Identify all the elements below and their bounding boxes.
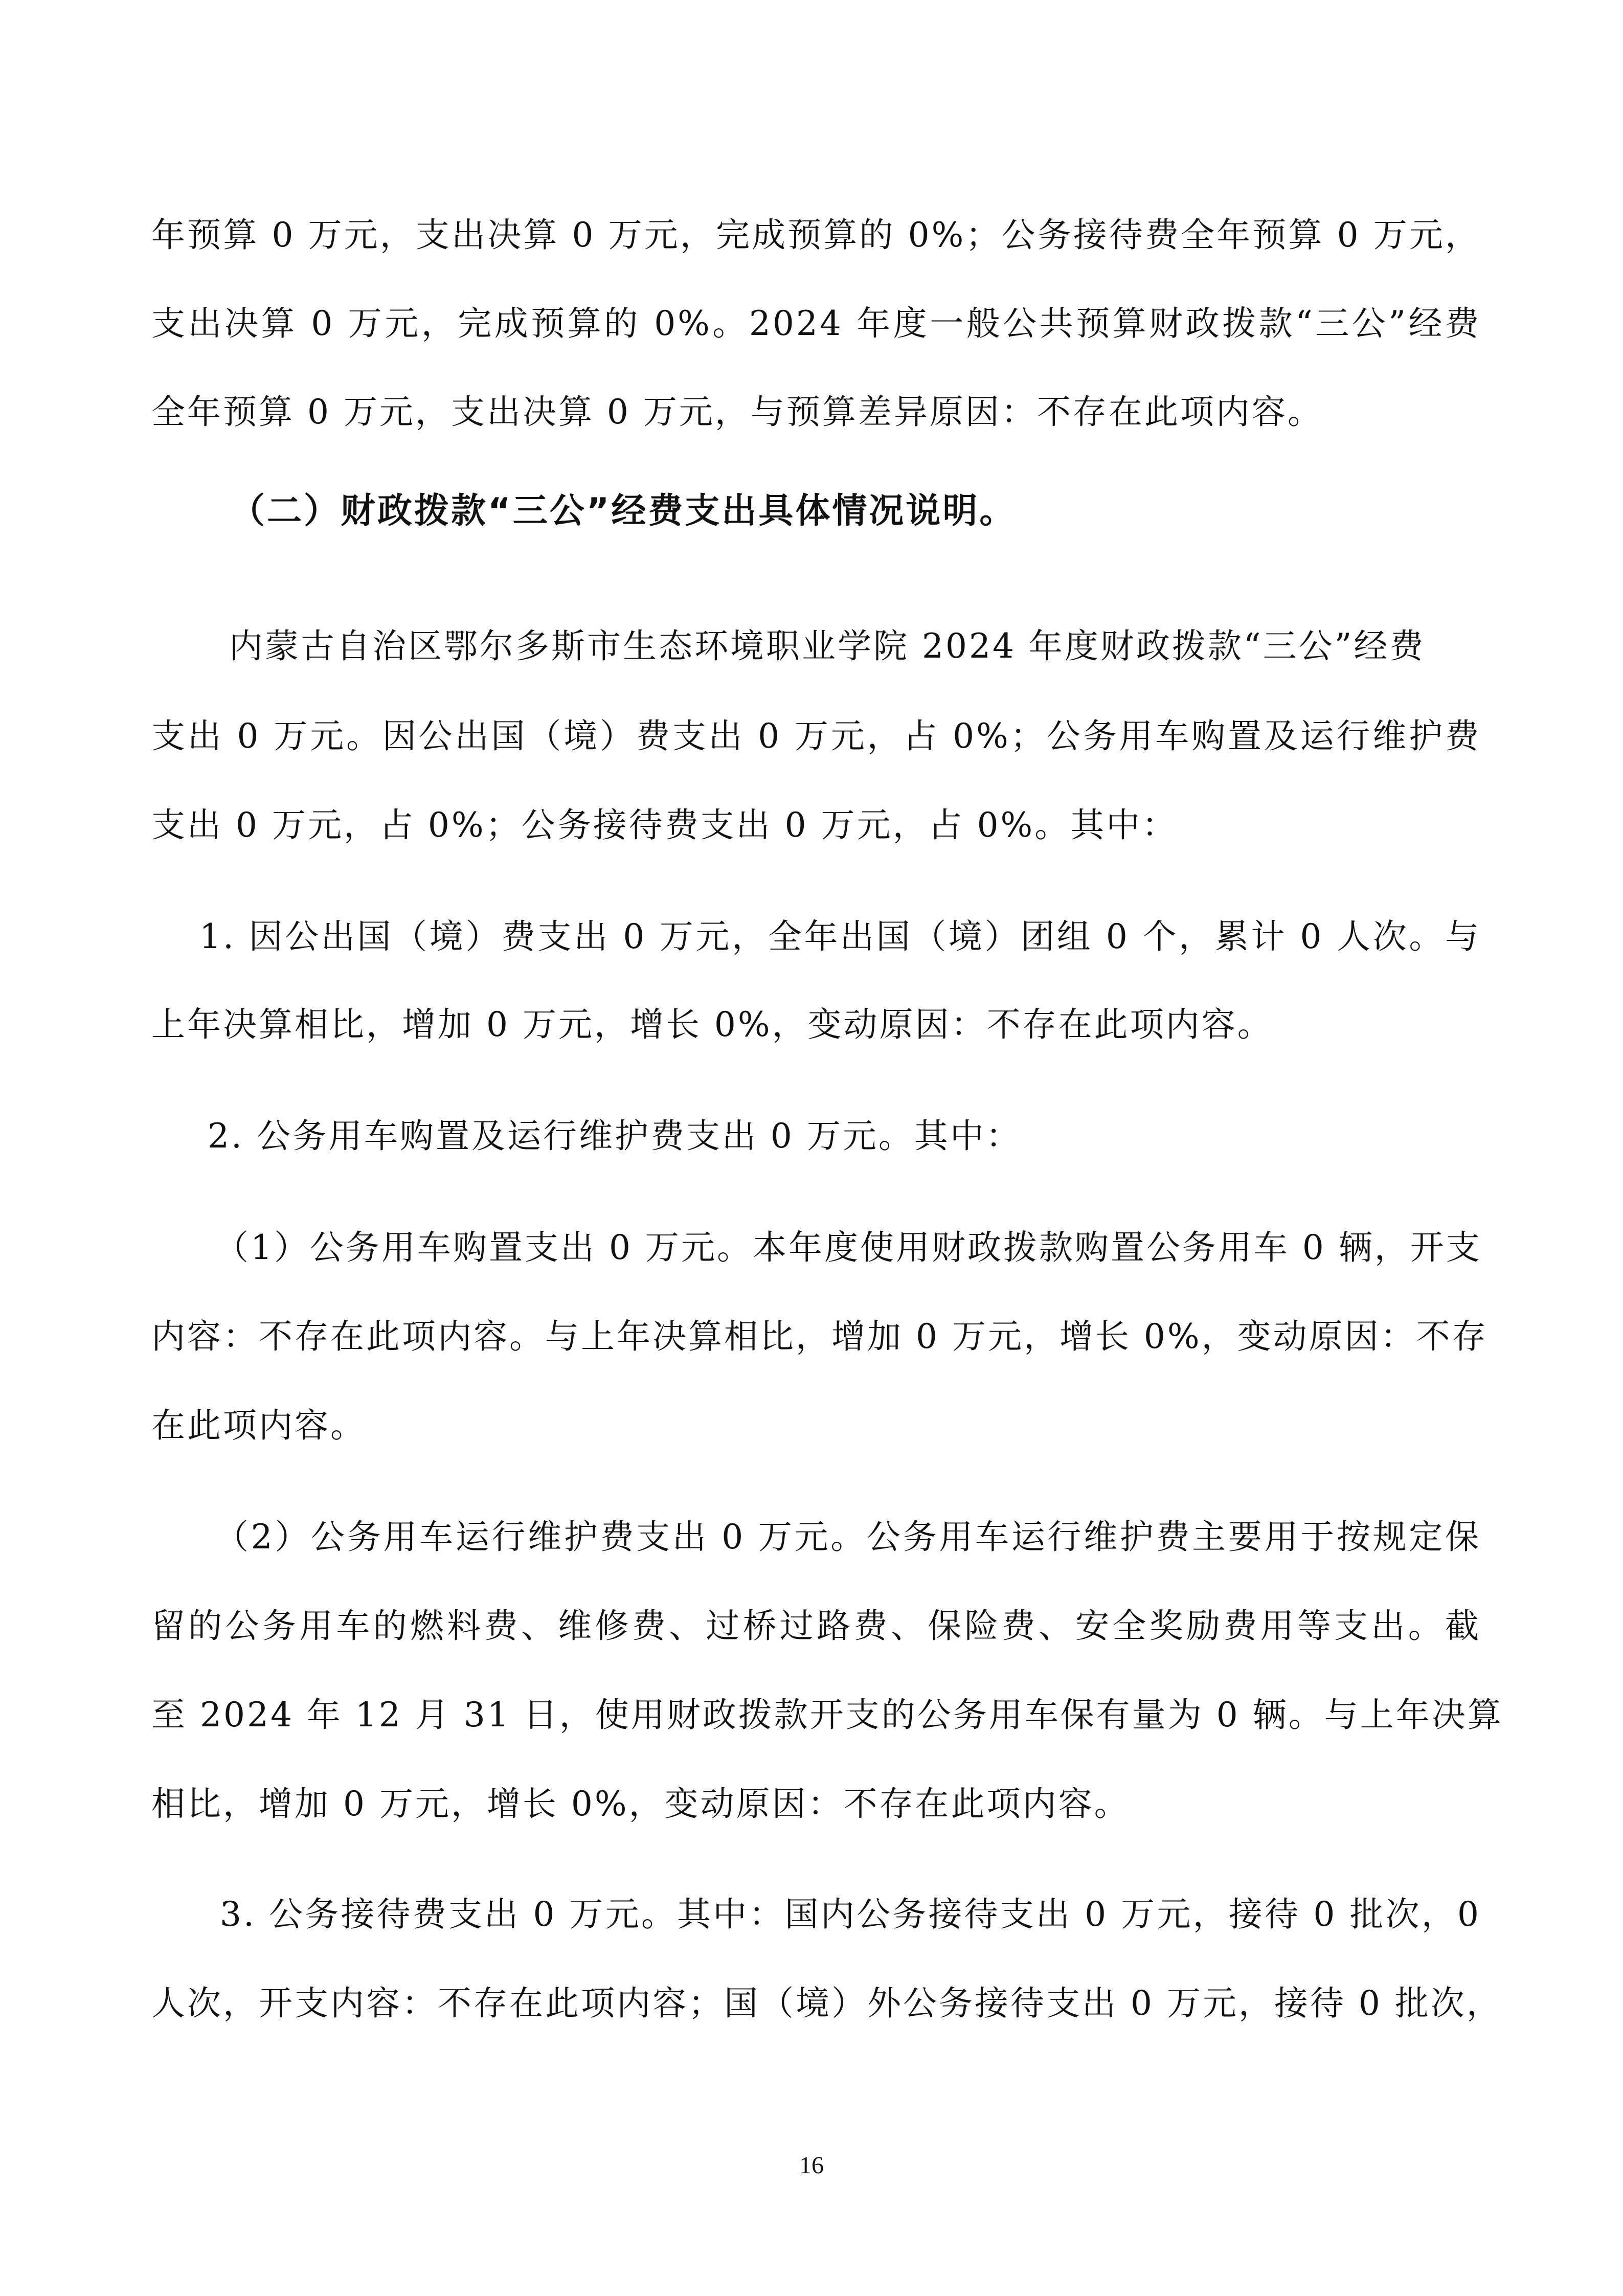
text-line: 在此项内容。 <box>151 1406 366 1445</box>
text-line: 人次，开支内容：不存在此项内容；国（境）外公务接待支出 0 万元，接待 0 批次， <box>151 1984 1502 2023</box>
text-line: 全年预算 0 万元，支出决算 0 万元，与预算差异原因：不存在此项内容。 <box>151 392 1323 432</box>
text-line: 至 2024 年 12 月 31 日，使用财政拨款开支的公务用车保有量为 0 辆。与上年决算 <box>151 1695 1503 1735</box>
text-line: 年预算 0 万元，支出决算 0 万元，完成预算的 0%；公务接待费全年预算 0 万元， <box>151 215 1481 255</box>
page-number: 16 <box>799 2152 824 2179</box>
text-line: 支出决算 0 万元，完成预算的 0%。2024 年度一般公共预算财政拨款“三公”经费 <box>151 304 1481 343</box>
text-line: 1. 因公出国（境）费支出 0 万元，全年出国（境）团组 0 个，累计 0 人次。与 <box>199 917 1481 956</box>
text-line: 相比，增加 0 万元，增长 0%，变动原因：不存在此项内容。 <box>151 1784 1130 1824</box>
text-line: 2. 公务用车购置及运行维护费支出 0 万元。其中： <box>208 1116 1022 1156</box>
text-line: 内容：不存在此项内容。与上年决算相比，增加 0 万元，增长 0%，变动原因：不存 <box>151 1317 1488 1356</box>
text-line: （2）公务用车运行维护费支出 0 万元。公务用车运行维护费主要用于按规定保 <box>215 1517 1481 1557</box>
text-line: 内蒙古自治区鄂尔多斯市生态环境职业学院 2024 年度财政拨款“三公”经费 <box>229 626 1426 666</box>
text-line: 支出 0 万元，占 0%；公务接待费支出 0 万元，占 0%。其中： <box>151 805 1178 845</box>
section-heading: （二）财政拨款“三公”经费支出具体情况说明。 <box>230 491 1017 531</box>
text-line: 支出 0 万元。因公出国（境）费支出 0 万元，占 0%；公务用车购置及运行维护费 <box>151 716 1481 756</box>
text-line: 3. 公务接待费支出 0 万元。其中：国内公务接待支出 0 万元，接待 0 批次，0 <box>220 1895 1481 1934</box>
text-line: 上年决算相比，增加 0 万元，增长 0%，变动原因：不存在此项内容。 <box>151 1005 1273 1044</box>
text-line: （1）公务用车购置支出 0 万元。本年度使用财政拨款购置公务用车 0 辆，开支 <box>215 1228 1482 1267</box>
text-line: 留的公务用车的燃料费、维修费、过桥过路费、保险费、安全奖励费用等支出。截 <box>151 1606 1481 1646</box>
